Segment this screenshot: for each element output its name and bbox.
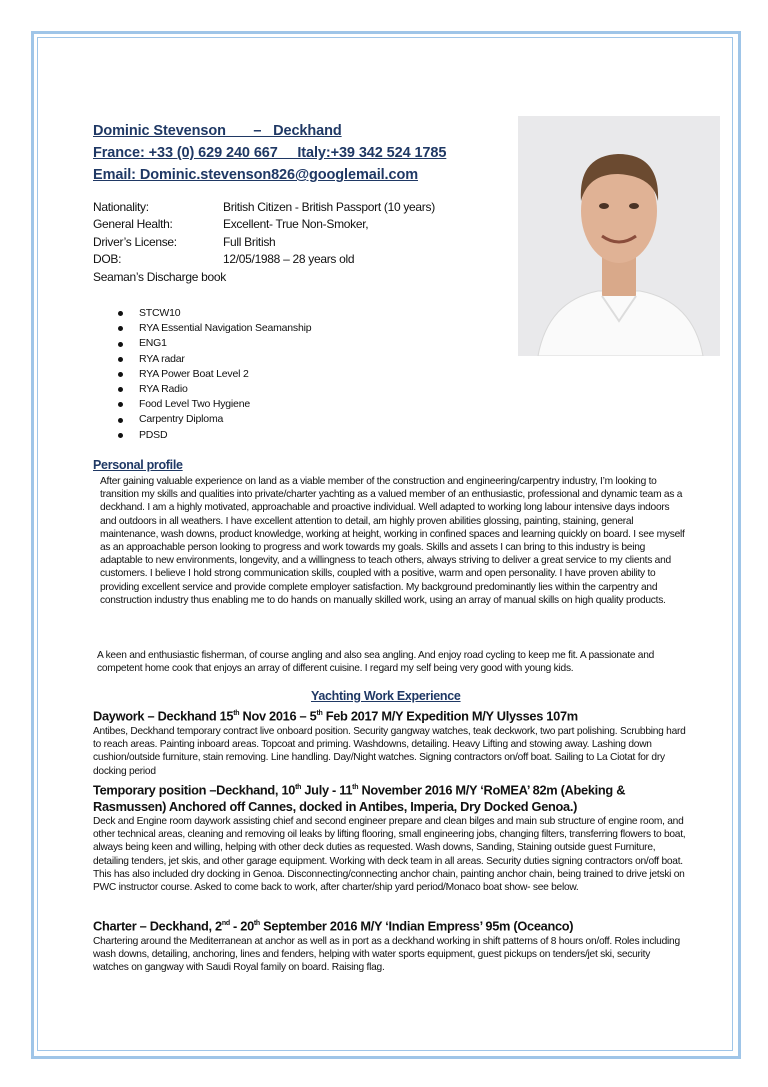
qualification: Food Level Two Hygiene — [139, 398, 250, 411]
bullet-icon — [118, 372, 123, 377]
list-item — [118, 397, 311, 412]
qualification: RYA radar — [139, 352, 185, 365]
detail-value: 12/05/1988 – 28 years old — [223, 252, 355, 267]
job-description: Chartering around the Mediterranean at anchor as well as in port as a deckhand working in shift patterns of 8 hours on/off. Roles including wash downs, detailing, anchoring, lines and fenders, helping with water sports equipment, guest pickups on tenders/jet ski, security watches on gangway with Saudi Royal family on board. Raising flag. — [93, 936, 680, 974]
cv-header — [93, 120, 446, 186]
experience-heading: Yachting Work Experience — [311, 689, 461, 703]
qualifications-list — [118, 306, 311, 443]
detail-label: General Health: — [93, 217, 173, 232]
detail-label: Nationality: — [93, 200, 149, 214]
detail-value: Excellent- True Non-Smoker, — [223, 217, 369, 232]
detail-label: Driver’s License: — [93, 234, 177, 249]
detail-value: British Citizen - British Passport (10 years) — [223, 200, 435, 214]
detail-value: Full British — [223, 234, 276, 249]
personal-profile-heading: Personal profile — [93, 458, 183, 472]
email-link[interactable]: Email: Dominic.stevenson826@googlemail.com — [93, 167, 419, 183]
qualification: Carpentry Diploma — [139, 413, 224, 426]
list-item — [118, 306, 311, 321]
profile-photo — [518, 116, 720, 356]
qualification: RYA Essential Navigation Seamanship — [139, 322, 312, 335]
qualification: STCW10 — [139, 307, 181, 319]
qualification: PDSD — [139, 428, 168, 441]
name-title: Dominic Stevenson – Deckhand — [93, 123, 342, 139]
qualification: RYA Power Boat Level 2 — [139, 367, 249, 380]
list-item — [118, 321, 311, 336]
detail-row — [93, 234, 435, 251]
job-title: Daywork – Deckhand 15th Nov 2016 – 5th Feb 2017 M/Y Expedition M/Y Ulysses 107m — [93, 708, 578, 724]
bullet-icon — [118, 357, 123, 362]
list-item — [118, 352, 311, 367]
seamans-book: Seaman’s Discharge book — [93, 269, 226, 284]
qualification: RYA Radio — [139, 383, 188, 396]
detail-row — [93, 251, 435, 268]
profile-paragraph: After gaining valuable experience on land as a viable member of the construction and engineering/carpentry industry, I’m looking to transition my skills and qualities into private/charter yachting as a valued member of an enthusiastic, professional and dynamic team as a deckhand. I am a highly motivated, approachable and proactive individual. Well adapted to working long labour intensive days indoors and outdoors in all weathers. I have excellent attention to detail, am highly proven abilities glossing, painting, staining, general maintenance, wash downs, product knowledge, working at height, working in confined spaces and learning quickly on board. I see myself as an approachable person looking to progress and work towards my goals. Skills and assets I can bring to this industry is being adaptable to new environments, longevity, and a willingness to teach others, always striving to deliver a great service to my clients and customers. I believe I hold strong communication skills, coupled with a positive, warm and open personality. I have proven ability to providing excellent service and provide complete employer satisfaction. My background predominantly lies within the carpentry and construction industry thus enabling me to do hands on manually skilled work, using an array of manual skills on high quality products. — [100, 476, 685, 606]
qualification: ENG1 — [139, 337, 167, 350]
bullet-icon — [118, 342, 123, 347]
phone-numbers: France: +33 (0) 629 240 667 Italy:+39 342 524 1785 — [93, 145, 447, 161]
bullet-icon — [118, 402, 123, 407]
list-item — [118, 428, 311, 443]
detail-row — [93, 216, 435, 233]
job-title: Temporary position –Deckhand, 10th July - 11th November 2016 M/Y ‘RoMEA’ 82m (Abeking & Rasmussen) Anchored off Cannes, docked in Antibes, Imperia, Dry Docked Genoa.) — [93, 782, 626, 815]
bullet-icon — [118, 311, 123, 316]
list-item — [118, 367, 311, 382]
job-description: Antibes, Deckhand temporary contract live onboard position. Security gangway watches, teak deckwork, two part polishing. Scrubbing hard to reach areas. Painting inboard areas. Topcoat and priming. Washdowns, detailing. Heavy Lifting and stowing away. Lashing down cushion/outside furniture, stain removing. Line handling. Day/Night watches. Signing contractors on/off boat. Sailing to La Ciotat for dry docking period — [93, 726, 686, 777]
list-item — [118, 336, 311, 351]
detail-row — [93, 199, 435, 216]
hobbies-paragraph: A keen and enthusiastic fisherman, of course angling and also sea angling. And enjoy road cycling to keep me fit. A passionate and competent home cook that enjoys an array of different cuisine. I regard my self being very good with young kids. — [97, 650, 655, 675]
detail-label: DOB: — [93, 252, 122, 267]
bullet-icon — [118, 418, 123, 423]
list-item — [118, 382, 311, 397]
personal-details — [93, 199, 435, 286]
bullet-icon — [118, 326, 123, 331]
bullet-icon — [118, 387, 123, 392]
job-description: Deck and Engine room daywork assisting chief and second engineer prepare and clean bilges and main sub structure of engine room, and other technical areas, cleaning and removing oil leaks by lifting flooring, small engineering jobs, changing filters, transferring flowers to boat, always being keen and willing, helping with other deck duties as requested. Wash downs, Sanding, Staining outside guest Furniture, detailing tenders, jet skis, and other garage equipment. Working with deck team in all areas. Security duties signing contractors on/off boat. This has also included dry docking in Genoa. Disconnecting/connecting anchor chain, painting anchor chain, being trained to drive jetski on PWC instructor course. Asked to come back to work, after charter/ship yard period/Monaco boat show- see below. — [93, 816, 686, 894]
list-item — [118, 412, 311, 427]
job-title: Charter – Deckhand, 2nd - 20th September 2016 M/Y ‘Indian Empress’ 95m (Oceanco) — [93, 918, 574, 934]
bullet-icon — [118, 433, 123, 438]
